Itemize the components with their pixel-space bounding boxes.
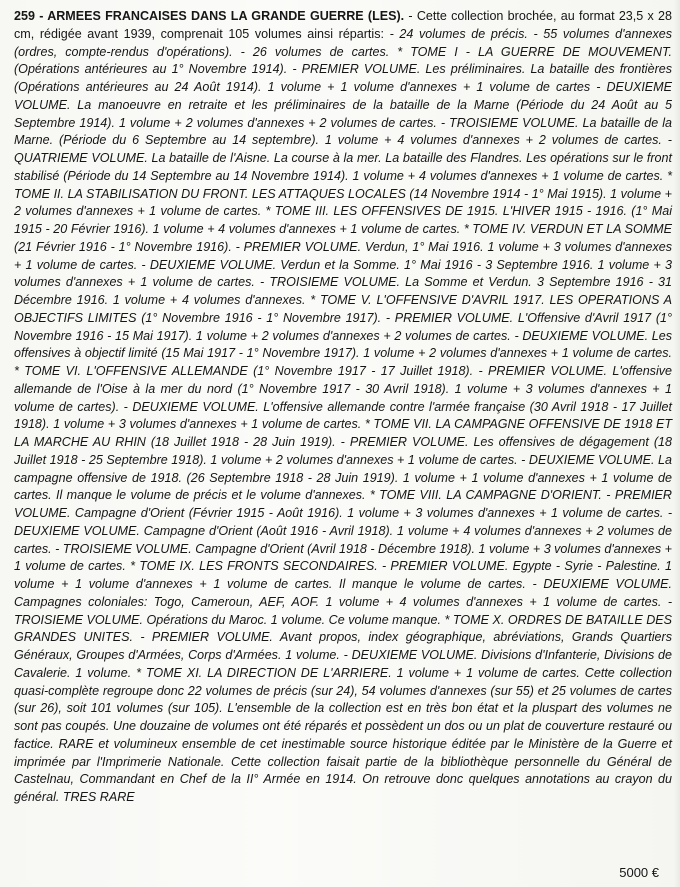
page-fold-shadow — [674, 0, 680, 887]
lot-title: ARMEES FRANCAISES DANS LA GRANDE GUERRE (LES). — [47, 9, 405, 23]
lot-dash: - — [34, 9, 48, 23]
lot-description — [14, 8, 672, 807]
lot-intro: - Cette collection brochée, au format 23,5 x 28 cm, rédigée avant 1939, comprenait 105 volumes ainsi répartis: — [14, 9, 673, 41]
lot-body: - 24 volumes de précis. - 55 volumes d'annexes (ordres, compte-rendus d'opérations). - 26 volumes de cartes. * TOME I - LA GUERRE DE MOUVEMENT. (Opérations antérieures au 1° Novembre 1914). - PREMIER VOLUME. Les préliminaires. La bataille des frontières (Opérations antérieures au 24 Août 1914). 1 volume + 1 volume d'annexes + 1 volume de cartes - DEUXIEME VOLUME. La manoeuvre en retraite et les préliminaires de la bataille de la Marne (Période du 24 Août au 5 Septembre 1914). 1 volume + 2 volumes d'annexes + 2 volumes de cartes. - TROISIEME VOLUME. La bataille de la Marne. (Période du 6 Septembre au 14 septembre). 1 volume + 4 volumes d'annexes + 2 volumes de cartes. - QUATRIEME VOLUME. La bataille de l'Aisne. La course à la mer. La bataille des Flandres. Les opérations sur le front stabilisé (Période du 14 Septembre au 14 Novembre 1914). 1 volume + 4 volumes d'annexes + 1 volume de cartes. * TOME II. LA STABILISATION DU FRONT. LES ATTAQUES LOCALES (14 Novembre 1914 - 1° Mai 1915). 1 volume + 2 volumes d'annexes + 1 volume de cartes. * TOME III. LES OFFENSIVES DE 1915. L'HIVER 1915 - 1916. (1° Mai 1915 - 20 Février 1916). 1 volume + 4 volumes d'annexes + 1 volume de cartes. * TOME IV. VERDUN ET LA SOMME (21 Février 1916 - 1° Novembre 1916). - PREMIER VOLUME. Verdun, 1° Mai 1916. 1 volume + 3 volumes d'annexes + 1 volume de cartes. - DEUXIEME VOLUME. Verdun et la Somme. 1° Mai 1916 - 3 Septembre 1916. 1 volume + 3 volumes d'annexes + 1 volume de cartes. - TROISIEME VOLUME. La Somme et Verdun. 3 Septembre 1916 - 31 Décembre 1916. 1 volume + 4 volumes d'annexes. * TOME V. L'OFFENSIVE D'AVRIL 1917. LES OPERATIONS A OBJECTIFS LIMITES (1° Novembre 1916 - 1° Novembre 1917). - PREMIER VOLUME. L'Offensive d'Avril 1917 (1° Novembre 1916 - 15 Mai 1917). 1 volume + 2 volumes d'annexes + 2 volumes de cartes. - DEUXIEME VOLUME. Les offensives à objectif limité (15 Mai 1917 - 1° Novembre 1917). 1 volume + 2 volumes d'annexes + 1 volume de cartes. * TOME VI. L'OFFENSIVE ALLEMANDE (1° Novembre 1917 - 17 Juillet 1918). - PREMIER VOLUME. L'offensive allemande de l'Oise à la mer du nord (1° Novembre 1917 - 30 Avril 1918). 1 volume + 3 volumes d'annexes + 1 volume de cartes). - DEUXIEME VOLUME. L'offensive allemande contre l'armée française (30 Avril 1918 - 17 Juillet 1918). 1 volume + 3 volumes d'annexes + 1 volume de cartes. * TOME VII. LA CAMPAGNE OFFENSIVE DE 1918 ET LA MARCHE AU RHIN (18 Juillet 1918 - 28 Juin 1919). - PREMIER VOLUME. Les offensives de dégagement (18 Juillet 1918 - 25 Septembre 1918). 1 volume + 2 volumes d'annexes + 1 volume de cartes. - DEUXIEME VOLUME. La campagne offensive de 1918. (26 Septembre 1918 - 28 Juin 1919). 1 volume + 1 volume d'annexes + 1 volume de cartes. Il manque le volume de précis et le volume d'annexes. * TOME VIII. LA CAMPAGNE D'ORIENT. - PREMIER VOLUME. Campagne d'Orient (Février 1915 - Août 1916). 1 volume + 3 volumes d'annexes + 1 volume de cartes. - DEUXIEME VOLUME. Campagne d'Orient (Août 1916 - Avril 1918). 1 volume + 4 volumes d'annexes + 2 volumes de cartes. - TROISIEME VOLUME. Campagne d'Orient (Avril 1918 - Décembre 1918). 1 volume + 3 volumes d'annexes + 1 volume de cartes. * TOME IX. LES FRONTS SECONDAIRES. - PREMIER VOLUME. Egypte - Syrie - Palestine. 1 volume + 1 volume d'annexes + 1 volume de cartes. Il manque le volume de cartes. - DEUXIEME VOLUME. Campagnes coloniales: Togo, Cameroun, AEF, AOF. 1 volume + 4 volumes d'annexes + 1 volume de cartes. - TROISIEME VOLUME. Opérations du Maroc. 1 volume. Ce volume manque. * TOME X. ORDRES DE BATAILLE DES GRANDES UNITES. - PREMIER VOLUME. Avant propos, index géographique, abréviations, Grands Quartiers Généraux, Groupes d'Armées, Corps d'Armées. 1 volume. - DEUXIEME VOLUME. Divisions d'Infanterie, Divisions de Cavalerie. 1 volume. * TOME XI. LA DIRECTION DE L'ARRIERE. 1 volume + 1 volume de cartes. Cette collection quasi-complète regroupe donc 22 volumes de précis (sur 24), 54 volumes d'annexes (sur 55) et 25 volumes de cartes (sur 26), soit 101 volumes (sur 105). L'ensemble de la collection est en très bon état et la pluspart des volumes ne sont pas coupés. Une douzaine de volumes ont été réparés et possèdent un dos ou un plat de couverture restauré ou factice. RARE et volumineux ensemble de cet inestimable source historique éditée par le Ministère de la Guerre et imprimée par l'Imprimerie Nationale. Cette collection faisait partie de la bibliothèque personnelle du Général de Castelnau, Commandant en Chef de la II° Armée en 1914. On retrouve donc quelques annotations au crayon du général. TRES RARE — [14, 26, 672, 804]
lot-number: 259 — [14, 9, 35, 23]
lot-price: 5000 € — [619, 865, 659, 880]
